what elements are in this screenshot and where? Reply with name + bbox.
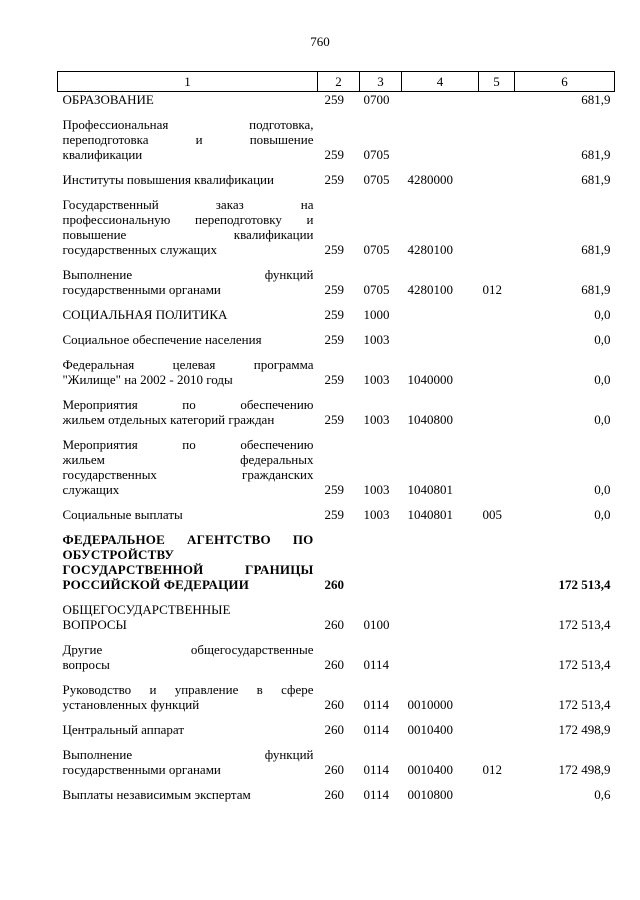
row-code-section: 1003 bbox=[363, 332, 390, 347]
row-name-line: Социальное обеспечение населения bbox=[62, 332, 262, 347]
row-code-section: 0705 bbox=[363, 172, 390, 187]
row-name bbox=[58, 332, 318, 347]
row-spacer-cell bbox=[58, 777, 615, 787]
row-name bbox=[58, 642, 318, 672]
row-spacer bbox=[58, 592, 615, 602]
row-name-line: государственными органами bbox=[62, 282, 221, 297]
row-code-ministry: 259 bbox=[324, 372, 344, 387]
table-row bbox=[58, 197, 615, 257]
table-row bbox=[58, 332, 615, 347]
row-name-line: ОБРАЗОВАНИЕ bbox=[62, 92, 154, 107]
row-code-expense: 005 bbox=[482, 507, 502, 522]
row-spacer-cell bbox=[58, 347, 615, 357]
row-name-line: переподготовка и повышение bbox=[62, 132, 314, 147]
row-amount: 172 513,4 bbox=[558, 617, 611, 632]
row-amount: 0,0 bbox=[594, 482, 611, 497]
row-code-ministry: 259 bbox=[324, 507, 344, 522]
row-name-line: квалификации bbox=[62, 147, 143, 162]
row-code-target: 1040801 bbox=[407, 482, 453, 497]
row-spacer-cell bbox=[58, 107, 615, 117]
table-row bbox=[58, 437, 615, 497]
row-code-expense bbox=[479, 602, 515, 632]
row-code-target bbox=[402, 92, 479, 108]
row-name-line: "Жилище" на 2002 - 2010 годы bbox=[62, 372, 233, 387]
row-amount: 172 498,9 bbox=[558, 762, 611, 777]
row-amount: 172 513,4 bbox=[558, 657, 611, 672]
row-name-line: ВОПРОСЫ bbox=[62, 617, 127, 632]
page-number: 760 bbox=[310, 34, 330, 49]
row-spacer-cell bbox=[58, 737, 615, 747]
row-spacer bbox=[58, 497, 615, 507]
table-row bbox=[58, 172, 615, 187]
row-code-target: 0010000 bbox=[407, 697, 453, 712]
row-code-ministry: 260 bbox=[324, 577, 344, 592]
row-amount: 0,6 bbox=[594, 787, 611, 802]
row-code-expense bbox=[479, 92, 515, 108]
row-code-section: 0705 bbox=[363, 282, 390, 297]
row-code-section: 1003 bbox=[363, 507, 390, 522]
row-name-line: ОБУСТРОЙСТВУ bbox=[62, 547, 175, 562]
row-code-ministry: 259 bbox=[324, 92, 344, 107]
row-code-ministry: 259 bbox=[324, 482, 344, 497]
row-spacer bbox=[58, 297, 615, 307]
header-col-5: 5 bbox=[479, 72, 515, 92]
row-code-target: 4280100 bbox=[407, 242, 453, 257]
row-name-line: Мероприятия по обеспечению bbox=[62, 437, 314, 452]
row-code-target bbox=[402, 332, 479, 347]
row-spacer-cell bbox=[58, 672, 615, 682]
row-name-line: Центральный аппарат bbox=[62, 722, 185, 737]
row-amount: 681,9 bbox=[581, 172, 611, 187]
row-code-target: 1040800 bbox=[407, 412, 453, 427]
row-amount: 0,0 bbox=[594, 507, 611, 522]
row-code-section: 0114 bbox=[363, 762, 390, 777]
header-col-1: 1 bbox=[58, 72, 318, 92]
row-code-expense bbox=[479, 532, 515, 592]
row-name bbox=[58, 722, 318, 737]
row-name-line: жильем федеральных bbox=[62, 452, 314, 467]
table-row bbox=[58, 307, 615, 322]
row-spacer-cell bbox=[58, 187, 615, 197]
row-name bbox=[58, 602, 318, 632]
table-row bbox=[58, 747, 615, 777]
row-name bbox=[58, 437, 318, 497]
row-name-line: государственных гражданских bbox=[62, 467, 314, 482]
table-row bbox=[58, 682, 615, 712]
row-code-ministry: 260 bbox=[324, 762, 344, 777]
row-code-expense bbox=[479, 357, 515, 387]
row-code-section: 1003 bbox=[363, 372, 390, 387]
row-code-ministry: 260 bbox=[324, 697, 344, 712]
table-row bbox=[58, 267, 615, 297]
row-code-expense bbox=[479, 117, 515, 162]
row-code-target bbox=[402, 532, 479, 592]
row-spacer bbox=[58, 737, 615, 747]
row-code-expense bbox=[479, 787, 515, 802]
row-name-line: жильем отдельных категорий граждан bbox=[62, 412, 275, 427]
row-code-ministry: 260 bbox=[324, 617, 344, 632]
table-row bbox=[58, 117, 615, 162]
header-row bbox=[58, 72, 615, 92]
row-name bbox=[58, 532, 318, 592]
row-spacer bbox=[58, 347, 615, 357]
row-spacer-cell bbox=[58, 497, 615, 507]
row-code-target: 1040000 bbox=[407, 372, 453, 387]
row-name bbox=[58, 267, 318, 297]
row-code-ministry: 259 bbox=[324, 412, 344, 427]
row-amount: 172 498,9 bbox=[558, 722, 611, 737]
row-spacer-cell bbox=[58, 427, 615, 437]
row-spacer bbox=[58, 387, 615, 397]
row-name-line: Другие общегосударственные bbox=[62, 642, 314, 657]
row-spacer bbox=[58, 672, 615, 682]
row-spacer bbox=[58, 777, 615, 787]
row-name bbox=[58, 197, 318, 257]
row-name bbox=[58, 397, 318, 427]
row-name-line: Социальные выплаты bbox=[62, 507, 183, 522]
row-spacer-cell bbox=[58, 387, 615, 397]
row-code-section: 0700 bbox=[363, 92, 390, 107]
row-amount: 0,0 bbox=[594, 412, 611, 427]
row-amount: 0,0 bbox=[594, 332, 611, 347]
row-name-line: государственных служащих bbox=[62, 242, 217, 257]
row-amount: 681,9 bbox=[581, 242, 611, 257]
row-code-section bbox=[360, 532, 402, 592]
table-row bbox=[58, 602, 615, 632]
row-code-target bbox=[402, 307, 479, 322]
row-name bbox=[58, 117, 318, 162]
row-amount: 681,9 bbox=[581, 92, 611, 107]
row-name bbox=[58, 307, 318, 322]
header-col-4: 4 bbox=[402, 72, 479, 92]
row-code-expense bbox=[479, 682, 515, 712]
row-code-expense: 012 bbox=[482, 282, 502, 297]
row-name-line: повышение квалификации bbox=[62, 227, 314, 242]
row-code-ministry: 259 bbox=[324, 172, 344, 187]
row-spacer-cell bbox=[58, 592, 615, 602]
row-name-line: ФЕДЕРАЛЬНОЕ АГЕНТСТВО ПО bbox=[62, 532, 314, 547]
row-name-line: Выплаты независимым экспертам bbox=[62, 787, 251, 802]
row-amount: 0,0 bbox=[594, 372, 611, 387]
row-code-target bbox=[402, 117, 479, 162]
row-name bbox=[58, 787, 318, 802]
row-spacer-cell bbox=[58, 322, 615, 332]
row-code-section: 0705 bbox=[363, 147, 390, 162]
row-name-line: Руководство и управление в сфере bbox=[62, 682, 314, 697]
row-name-line: Выполнение функций bbox=[62, 747, 314, 762]
row-code-target bbox=[402, 602, 479, 632]
row-code-section: 1003 bbox=[363, 482, 390, 497]
row-name-line: вопросы bbox=[62, 657, 110, 672]
row-code-section: 0100 bbox=[363, 617, 390, 632]
row-spacer bbox=[58, 632, 615, 642]
row-spacer-cell bbox=[58, 632, 615, 642]
row-amount: 681,9 bbox=[581, 147, 611, 162]
row-code-ministry: 259 bbox=[324, 307, 344, 322]
row-code-section: 0114 bbox=[363, 657, 390, 672]
row-spacer bbox=[58, 712, 615, 722]
row-code-expense bbox=[479, 172, 515, 187]
row-spacer bbox=[58, 107, 615, 117]
row-spacer-cell bbox=[58, 297, 615, 307]
row-code-target: 1040801 bbox=[407, 507, 453, 522]
row-name bbox=[58, 172, 318, 187]
row-spacer-cell bbox=[58, 522, 615, 532]
table-body bbox=[58, 92, 615, 803]
row-code-target: 4280100 bbox=[407, 282, 453, 297]
row-name-line: Мероприятия по обеспечению bbox=[62, 397, 314, 412]
row-name-line: государственными органами bbox=[62, 762, 221, 777]
row-spacer-cell bbox=[58, 257, 615, 267]
header-col-3: 3 bbox=[360, 72, 402, 92]
row-spacer bbox=[58, 322, 615, 332]
row-code-target: 4280000 bbox=[407, 172, 453, 187]
header-col-2: 2 bbox=[318, 72, 360, 92]
row-name-line: профессиональную переподготовку и bbox=[62, 212, 314, 227]
row-name bbox=[58, 357, 318, 387]
row-name-line: ОБЩЕГОСУДАРСТВЕННЫЕ bbox=[62, 602, 231, 617]
row-code-expense bbox=[479, 397, 515, 427]
row-code-section: 0114 bbox=[363, 787, 390, 802]
row-code-target: 0010400 bbox=[407, 722, 453, 737]
row-spacer-cell bbox=[58, 712, 615, 722]
row-spacer bbox=[58, 522, 615, 532]
row-name-line: Федеральная целевая программа bbox=[62, 357, 314, 372]
row-spacer bbox=[58, 257, 615, 267]
table-row bbox=[58, 357, 615, 387]
row-name-line: Институты повышения квалификации bbox=[62, 172, 274, 187]
row-code-section: 0114 bbox=[363, 697, 390, 712]
row-code-expense bbox=[479, 642, 515, 672]
header-col-6: 6 bbox=[515, 72, 615, 92]
row-code-expense bbox=[479, 437, 515, 497]
row-code-ministry: 260 bbox=[324, 657, 344, 672]
row-spacer bbox=[58, 187, 615, 197]
row-name-line: СОЦИАЛЬНАЯ ПОЛИТИКА bbox=[62, 307, 228, 322]
table-row bbox=[58, 507, 615, 522]
row-name-line: РОССИЙСКОЙ ФЕДЕРАЦИИ bbox=[62, 577, 250, 592]
row-spacer-cell bbox=[58, 162, 615, 172]
row-name bbox=[58, 92, 318, 108]
table-row bbox=[58, 532, 615, 592]
row-code-expense bbox=[479, 197, 515, 257]
row-code-expense bbox=[479, 332, 515, 347]
table-row bbox=[58, 642, 615, 672]
table-row bbox=[58, 92, 615, 108]
budget-table bbox=[57, 71, 615, 802]
table-row bbox=[58, 722, 615, 737]
row-code-ministry: 259 bbox=[324, 147, 344, 162]
row-name-line: установленных функций bbox=[62, 697, 200, 712]
row-code-target bbox=[402, 642, 479, 672]
row-code-ministry: 260 bbox=[324, 787, 344, 802]
row-amount: 172 513,4 bbox=[558, 577, 611, 592]
row-name-line: служащих bbox=[62, 482, 120, 497]
row-code-ministry: 259 bbox=[324, 242, 344, 257]
row-name bbox=[58, 507, 318, 522]
row-amount: 172 513,4 bbox=[558, 697, 611, 712]
row-code-expense: 012 bbox=[482, 762, 502, 777]
row-code-section: 1000 bbox=[363, 307, 390, 322]
row-code-ministry: 260 bbox=[324, 722, 344, 737]
row-name bbox=[58, 747, 318, 777]
row-amount: 681,9 bbox=[581, 282, 611, 297]
row-code-section: 0705 bbox=[363, 242, 390, 257]
row-code-section: 0114 bbox=[363, 722, 390, 737]
row-code-expense bbox=[479, 722, 515, 737]
table-row bbox=[58, 397, 615, 427]
row-code-target: 0010400 bbox=[407, 762, 453, 777]
row-name-line: ГОСУДАРСТВЕННОЙ ГРАНИЦЫ bbox=[62, 562, 314, 577]
row-code-ministry: 259 bbox=[324, 282, 344, 297]
table-row bbox=[58, 787, 615, 802]
row-code-expense bbox=[479, 307, 515, 322]
row-name-line: Профессиональная подготовка, bbox=[62, 117, 314, 132]
row-name-line: Выполнение функций bbox=[62, 267, 314, 282]
row-amount: 0,0 bbox=[594, 307, 611, 322]
row-code-section: 1003 bbox=[363, 412, 390, 427]
row-name bbox=[58, 682, 318, 712]
row-spacer bbox=[58, 427, 615, 437]
row-code-ministry: 259 bbox=[324, 332, 344, 347]
row-code-target: 0010800 bbox=[407, 787, 453, 802]
row-spacer bbox=[58, 162, 615, 172]
row-name-line: Государственный заказ на bbox=[62, 197, 314, 212]
